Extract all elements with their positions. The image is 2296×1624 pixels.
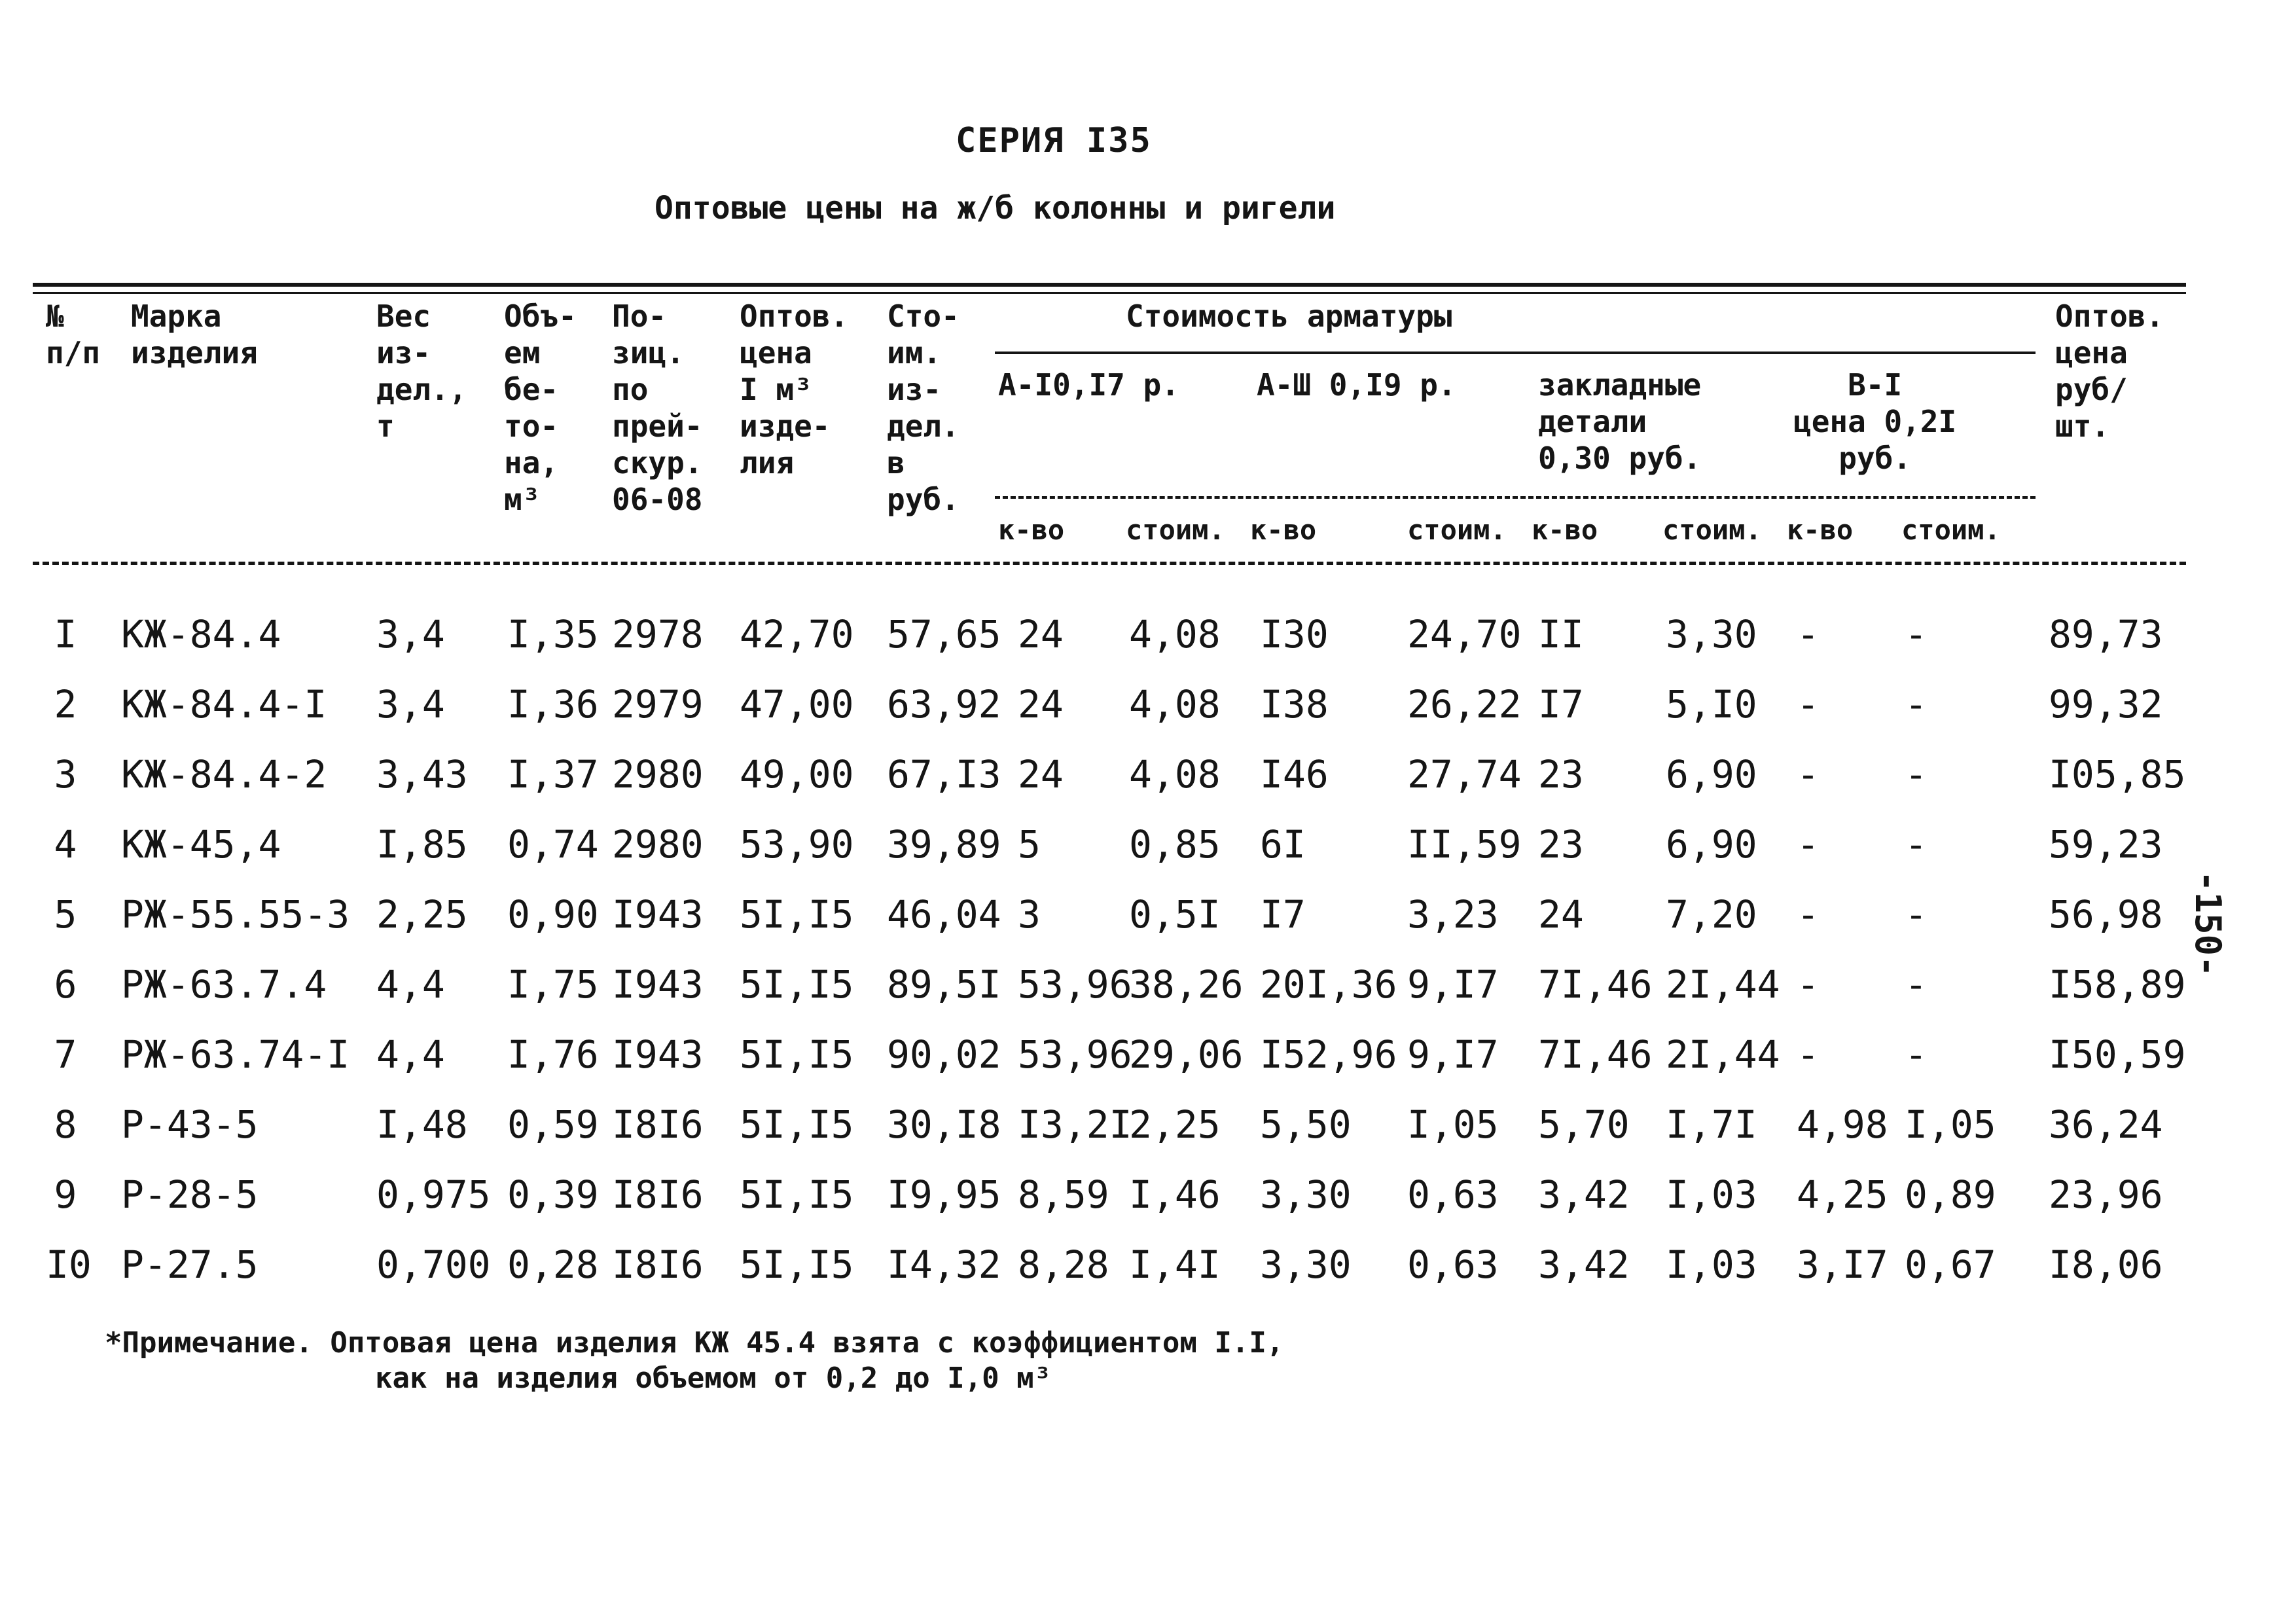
cell-a1-qty: 8,28 — [1018, 1242, 1109, 1287]
cell-z-cost: 3,30 — [1666, 612, 1757, 657]
table-row — [0, 1172, 2296, 1242]
cell-number: 7 — [54, 1032, 77, 1077]
cell-cost: 30,I8 — [887, 1102, 1001, 1147]
cell-volume: 0,90 — [507, 892, 599, 937]
header-b1: В-I цена 0,2I руб. — [1793, 367, 1957, 476]
cell-a3-qty: 5,50 — [1260, 1102, 1352, 1147]
cell-b-cost: - — [1905, 612, 1928, 657]
cell-volume: I,35 — [507, 612, 599, 657]
cell-position: 2980 — [612, 822, 704, 867]
cell-price-m3: 49,00 — [740, 752, 854, 797]
cell-a1-cost: 4,08 — [1129, 682, 1221, 727]
cell-a1-cost: 29,06 — [1129, 1032, 1244, 1077]
cell-a3-qty: I7 — [1260, 892, 1306, 937]
cell-weight: 3,4 — [376, 682, 445, 727]
cell-mark: КЖ-45,4 — [121, 822, 281, 867]
header-volume: Объ- ем бе- то- на, м³ — [504, 298, 577, 517]
header-armature-cost: Стоимость арматуры — [1126, 298, 1452, 334]
cell-a1-cost: 4,08 — [1129, 612, 1221, 657]
cell-total: 23,96 — [2049, 1172, 2163, 1217]
cell-position: I943 — [612, 892, 704, 937]
cell-a3-cost: 3,23 — [1407, 892, 1499, 937]
cell-position: 2978 — [612, 612, 704, 657]
cell-a3-qty: I38 — [1260, 682, 1329, 727]
cell-number: I0 — [46, 1242, 92, 1287]
footnote-line-1 — [105, 1326, 1283, 1361]
cell-z-qty: 23 — [1538, 822, 1584, 867]
cell-position: I8I6 — [612, 1172, 704, 1217]
cell-mark: КЖ-84.4-I — [121, 682, 327, 727]
cell-position: I943 — [612, 962, 704, 1007]
cell-cost: I4,32 — [887, 1242, 1001, 1287]
cell-cost: I9,95 — [887, 1172, 1001, 1217]
cell-price-m3: 5I,I5 — [740, 1242, 854, 1287]
cell-weight: I,48 — [376, 1102, 468, 1147]
cell-price-m3: 5I,I5 — [740, 892, 854, 937]
cell-a1-qty: 53,96 — [1018, 962, 1132, 1007]
footnote — [105, 1326, 1283, 1396]
cell-z-cost: 6,90 — [1666, 822, 1757, 867]
cell-a1-qty: I3,2I — [1018, 1102, 1132, 1147]
subheader-a1-cost: стоим. — [1126, 514, 1225, 546]
cell-total: 99,32 — [2049, 682, 2163, 727]
cell-a1-cost: I,4I — [1129, 1242, 1221, 1287]
table-row — [0, 612, 2296, 682]
cell-b-cost: - — [1905, 752, 1928, 797]
cell-cost: 46,04 — [887, 892, 1001, 937]
cell-total: I8,06 — [2049, 1242, 2163, 1287]
cell-z-qty: 7I,46 — [1538, 962, 1653, 1007]
cell-a1-qty: 53,96 — [1018, 1032, 1132, 1077]
cell-position: I8I6 — [612, 1102, 704, 1147]
header-position: По- зиц. по прей- скур. 06-08 — [612, 298, 703, 517]
subheader-a1-qty: к-во — [998, 514, 1065, 546]
cell-b-qty: 4,25 — [1797, 1172, 1888, 1217]
cell-a3-cost: 0,63 — [1407, 1172, 1499, 1217]
subheader-b-cost: стоим. — [1901, 514, 2001, 546]
cell-cost: 57,65 — [887, 612, 1001, 657]
cell-number: 6 — [54, 962, 77, 1007]
table-row — [0, 1242, 2296, 1312]
cell-b-qty: - — [1797, 612, 1820, 657]
cell-number: I — [54, 612, 77, 657]
cell-b-qty: 3,I7 — [1797, 1242, 1888, 1287]
cell-a1-cost: 4,08 — [1129, 752, 1221, 797]
cell-a1-cost: 38,26 — [1129, 962, 1244, 1007]
cell-a1-qty: 5 — [1018, 822, 1041, 867]
cell-volume: I,75 — [507, 962, 599, 1007]
cell-total: I05,85 — [2049, 752, 2186, 797]
cell-a3-cost: 9,I7 — [1407, 962, 1499, 1007]
cell-z-qty: 5,70 — [1538, 1102, 1630, 1147]
subheader-rule — [995, 496, 2036, 499]
cell-z-cost: I,7I — [1666, 1102, 1757, 1147]
cell-z-cost: 7,20 — [1666, 892, 1757, 937]
cell-a3-cost: 9,I7 — [1407, 1032, 1499, 1077]
cell-number: 4 — [54, 822, 77, 867]
document-title: Оптовые цены на ж/б колонны и ригели — [655, 190, 1336, 226]
cell-z-cost: 6,90 — [1666, 752, 1757, 797]
cell-mark: РЖ-63.74-I — [121, 1032, 350, 1077]
cell-a3-cost: II,59 — [1407, 822, 1522, 867]
cell-cost: 39,89 — [887, 822, 1001, 867]
cell-price-m3: 5I,I5 — [740, 962, 854, 1007]
cell-position: I8I6 — [612, 1242, 704, 1287]
cell-z-qty: II — [1538, 612, 1584, 657]
cell-weight: 3,43 — [376, 752, 468, 797]
cell-z-qty: 23 — [1538, 752, 1584, 797]
cell-b-cost: I,05 — [1905, 1102, 1996, 1147]
cell-mark: РЖ-55.55-3 — [121, 892, 350, 937]
subheader-b-qty: к-во — [1787, 514, 1854, 546]
cell-a1-qty: 8,59 — [1018, 1172, 1109, 1217]
cell-b-cost: 0,89 — [1905, 1172, 1996, 1217]
cell-total: 59,23 — [2049, 822, 2163, 867]
cell-weight: 4,4 — [376, 962, 445, 1007]
footnote-label: *Примечание. — [105, 1326, 313, 1360]
header-product-cost: Сто- им. из- дел. в руб. — [887, 298, 960, 517]
cell-volume: 0,28 — [507, 1242, 599, 1287]
cell-a3-cost: I,05 — [1407, 1102, 1499, 1147]
cell-price-m3: 5I,I5 — [740, 1172, 854, 1217]
cell-mark: РЖ-63.7.4 — [121, 962, 327, 1007]
header-number: № п/п — [46, 298, 101, 370]
cell-z-qty: 7I,46 — [1538, 1032, 1653, 1077]
cell-cost: 90,02 — [887, 1032, 1001, 1077]
header-mark: Марка изделия — [131, 298, 258, 370]
cell-number: 5 — [54, 892, 77, 937]
cell-z-cost: 2I,44 — [1666, 1032, 1780, 1077]
cell-b-qty: - — [1797, 962, 1820, 1007]
cell-b-cost: - — [1905, 892, 1928, 937]
cell-total: I50,59 — [2049, 1032, 2186, 1077]
cell-a1-qty: 24 — [1018, 612, 1064, 657]
cell-a1-qty: 3 — [1018, 892, 1041, 937]
cell-a3-cost: 24,70 — [1407, 612, 1522, 657]
cell-weight: 0,975 — [376, 1172, 491, 1217]
cell-total: 36,24 — [2049, 1102, 2163, 1147]
cell-a3-qty: 6I — [1260, 822, 1306, 867]
cell-cost: 67,I3 — [887, 752, 1001, 797]
cell-b-qty: - — [1797, 892, 1820, 937]
cell-volume: I,36 — [507, 682, 599, 727]
cell-total: 89,73 — [2049, 612, 2163, 657]
cell-volume: 0,39 — [507, 1172, 599, 1217]
cell-a1-qty: 24 — [1018, 752, 1064, 797]
cell-price-m3: 5I,I5 — [740, 1032, 854, 1077]
cell-volume: 0,74 — [507, 822, 599, 867]
header-bottom-rule — [33, 562, 2186, 565]
cell-total: I58,89 — [2049, 962, 2186, 1007]
cell-cost: 89,5I — [887, 962, 1001, 1007]
header-embedded-parts: закладные детали 0,30 руб. — [1538, 367, 1702, 476]
header-a1: А-I0,I7 р. — [998, 367, 1179, 403]
cell-position: 2979 — [612, 682, 704, 727]
header-weight: Вес из- дел., т — [376, 298, 467, 444]
cell-a1-cost: I,46 — [1129, 1172, 1221, 1217]
cell-b-cost: - — [1905, 962, 1928, 1007]
cell-volume: I,76 — [507, 1032, 599, 1077]
cell-a3-qty: 20I,36 — [1260, 962, 1397, 1007]
cell-total: 56,98 — [2049, 892, 2163, 937]
cell-weight: I,85 — [376, 822, 468, 867]
cell-b-cost: - — [1905, 1032, 1928, 1077]
cell-volume: I,37 — [507, 752, 599, 797]
cell-price-m3: 5I,I5 — [740, 1102, 854, 1147]
cell-z-cost: 2I,44 — [1666, 962, 1780, 1007]
cell-a3-qty: I46 — [1260, 752, 1329, 797]
cell-b-cost: 0,67 — [1905, 1242, 1996, 1287]
subheader-z-cost: стоим. — [1662, 514, 1762, 546]
subheader-a3-cost: стоим. — [1407, 514, 1507, 546]
cell-z-qty: I7 — [1538, 682, 1584, 727]
cell-b-qty: 4,98 — [1797, 1102, 1888, 1147]
cell-b-qty: - — [1797, 1032, 1820, 1077]
cell-weight: 2,25 — [376, 892, 468, 937]
header-total-price: Оптов. цена руб/ шт. — [2055, 298, 2164, 444]
table-row — [0, 962, 2296, 1032]
footnote-text-1: Оптовая цена изделия КЖ 45.4 взята с коэффициентом I.I, — [330, 1326, 1284, 1360]
cell-mark: Р-27.5 — [121, 1242, 259, 1287]
cell-position: 2980 — [612, 752, 704, 797]
cell-number: 9 — [54, 1172, 77, 1217]
page-number: -150- — [2187, 871, 2229, 977]
cell-a1-cost: 0,85 — [1129, 822, 1221, 867]
cell-a3-qty: I30 — [1260, 612, 1329, 657]
cell-a3-qty: 3,30 — [1260, 1172, 1352, 1217]
cell-number: 8 — [54, 1102, 77, 1147]
cell-z-qty: 24 — [1538, 892, 1584, 937]
cell-a3-cost: 0,63 — [1407, 1242, 1499, 1287]
cell-number: 2 — [54, 682, 77, 727]
cell-b-cost: - — [1905, 822, 1928, 867]
armature-group-rule — [995, 352, 2036, 354]
table-row — [0, 752, 2296, 822]
cell-cost: 63,92 — [887, 682, 1001, 727]
table-row — [0, 892, 2296, 962]
subheader-a3-qty: к-во — [1250, 514, 1317, 546]
cell-price-m3: 53,90 — [740, 822, 854, 867]
cell-z-qty: 3,42 — [1538, 1242, 1630, 1287]
cell-a3-qty: I52,96 — [1260, 1032, 1397, 1077]
cell-a3-cost: 27,74 — [1407, 752, 1522, 797]
cell-volume: 0,59 — [507, 1102, 599, 1147]
table-top-rule-secondary — [33, 292, 2186, 294]
cell-b-cost: - — [1905, 682, 1928, 727]
cell-a1-cost: 0,5I — [1129, 892, 1221, 937]
cell-position: I943 — [612, 1032, 704, 1077]
cell-mark: КЖ-84.4-2 — [121, 752, 327, 797]
cell-price-m3: 47,00 — [740, 682, 854, 727]
table-row — [0, 1102, 2296, 1172]
table-top-rule — [33, 283, 2186, 287]
header-a3: А-Ш 0,I9 р. — [1257, 367, 1456, 403]
cell-weight: 3,4 — [376, 612, 445, 657]
cell-a1-cost: 2,25 — [1129, 1102, 1221, 1147]
cell-b-qty: - — [1797, 822, 1820, 867]
cell-a3-qty: 3,30 — [1260, 1242, 1352, 1287]
cell-number: 3 — [54, 752, 77, 797]
cell-z-cost: 5,I0 — [1666, 682, 1757, 727]
series-title: СЕРИЯ I35 — [956, 121, 1152, 160]
cell-z-cost: I,03 — [1666, 1172, 1757, 1217]
subheader-z-qty: к-во — [1532, 514, 1598, 546]
cell-price-m3: 42,70 — [740, 612, 854, 657]
cell-z-qty: 3,42 — [1538, 1172, 1630, 1217]
table-row — [0, 1032, 2296, 1102]
cell-b-qty: - — [1797, 682, 1820, 727]
cell-weight: 0,700 — [376, 1242, 491, 1287]
cell-mark: КЖ-84.4 — [121, 612, 281, 657]
cell-a3-cost: 26,22 — [1407, 682, 1522, 727]
cell-weight: 4,4 — [376, 1032, 445, 1077]
header-price-per-m3: Оптов. цена I м³ изде- лия — [740, 298, 849, 480]
footnote-line-2: как на изделия объемом от 0,2 до I,0 м³ — [375, 1362, 1052, 1395]
cell-a1-qty: 24 — [1018, 682, 1064, 727]
cell-mark: Р-28-5 — [121, 1172, 259, 1217]
table-row — [0, 822, 2296, 892]
cell-mark: Р-43-5 — [121, 1102, 259, 1147]
cell-b-qty: - — [1797, 752, 1820, 797]
cell-z-cost: I,03 — [1666, 1242, 1757, 1287]
table-row — [0, 682, 2296, 752]
